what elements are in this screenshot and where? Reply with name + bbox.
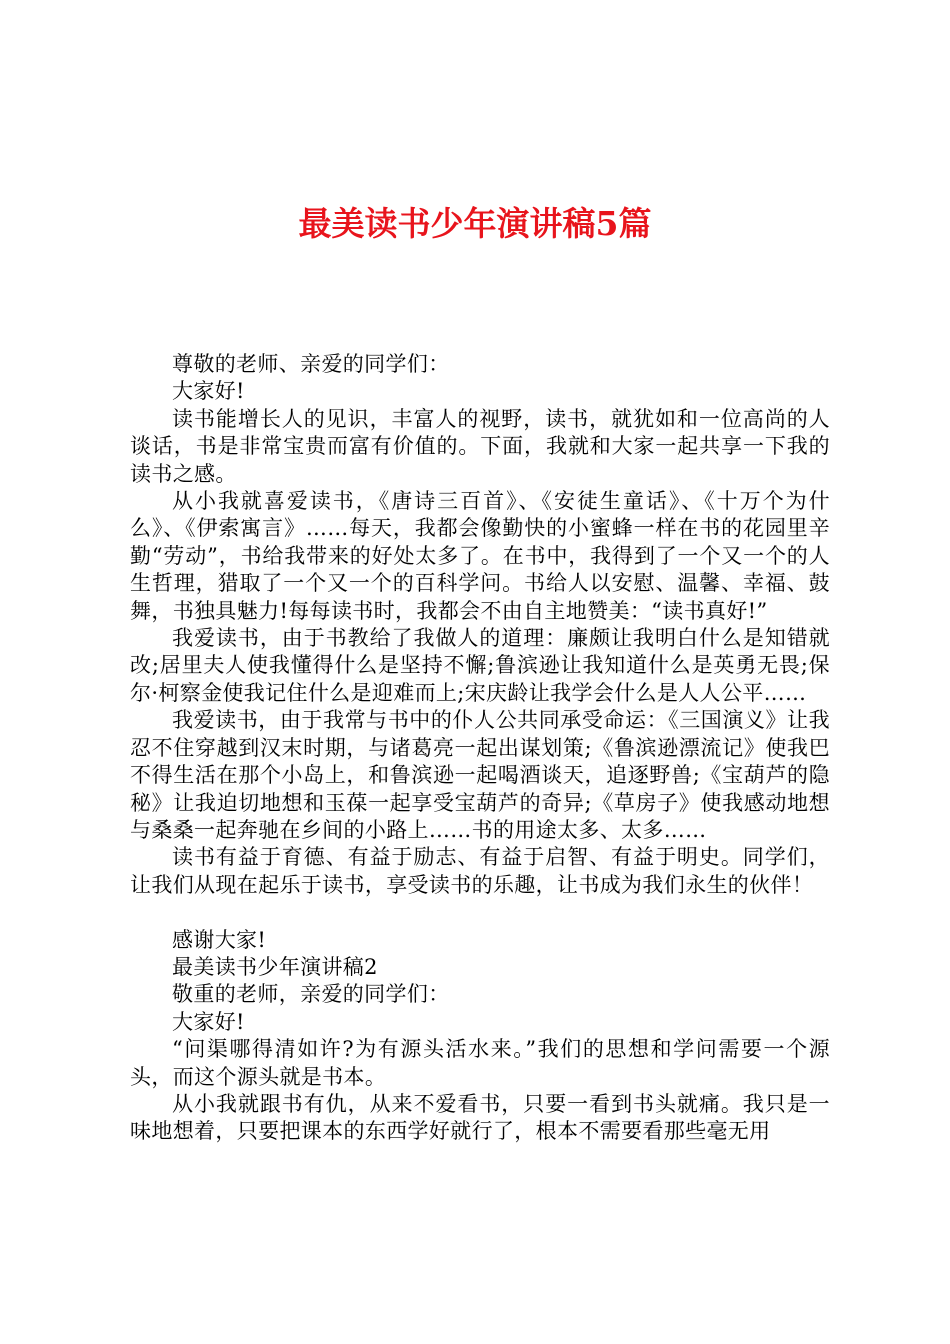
paragraph: 感谢大家! [172, 927, 267, 952]
paragraph: 从小我就喜爱读书，《唐诗三百首》、《安徒生童话》、《十万个为什么》、《伊索寓言》……每天，我都会像勤快的小蜜蜂一样在书的花园里辛勤“劳动”，书给我带来的好处太多了。在书中，我得到了一个又一个的人生哲理，猎取了一个又一个的百科学问。书给人以安慰、温馨、幸福、鼓舞，书独具魅力!每每读书时，我都会不由自主地赞美：“读书真好!” [130, 489, 830, 623]
paragraph: 从小我就跟书有仇，从来不爱看书，只要一看到书头就痛。我只是一味地想着，只要把课本的东西学好就行了，根本不需要看那些毫无用 [130, 1091, 830, 1144]
paragraph: 尊敬的老师、亲爱的同学们： [172, 352, 450, 376]
paragraph: 敬重的老师，亲爱的同学们： [172, 982, 450, 1007]
document-title: 最美读书少年演讲稿5篇 [298, 204, 652, 243]
paragraph: 我爱读书，由于书教给了我做人的道理：廉颇让我明白什么是知错就改;居里夫人使我懂得什么是坚持不懈;鲁滨逊让我知道什么是英勇无畏;保尔·柯察金使我记住什么是迎难而上;宋庆龄让我学会什么是人人公平…… [130, 626, 830, 705]
paragraph: 读书能增长人的见识，丰富人的视野，读书，就犹如和一位高尚的人谈话，书是非常宝贵而富有价值的。下面，我就和大家一起共享一下我的读书之感。 [130, 406, 830, 486]
paragraph: 大家好! [172, 379, 245, 404]
paragraph: 最美读书少年演讲稿2 [172, 954, 378, 979]
paragraph: 大家好! [172, 1009, 245, 1034]
document-body [130, 351, 830, 1146]
paragraph: 我爱读书，由于我常与书中的仆人公共同承受命运：《三国演义》让我忍不住穿越到汉末时期，与诸葛亮一起出谋划策;《鲁滨逊漂流记》使我巴不得生活在那个小岛上，和鲁滨逊一起喝酒谈天，追逐野兽;《宝葫芦的隐秘》让我迫切地想和玉葆一起享受宝葫芦的奇异;《草房子》使我感动地想与桑桑一起奔驰在乡间的小路上……书的用途太多、太多…… [130, 708, 830, 842]
paragraph: 读书有益于育德、有益于励志、有益于启智、有益于明史。同学们，让我们从现在起乐于读书，享受读书的乐趣，让书成为我们永生的伙伴！ [130, 845, 830, 897]
blank-line [130, 899, 830, 926]
paragraph: “问渠哪得清如许?为有源头活水来。”我们的思想和学问需要一个源头，而这个源头就是书本。 [130, 1037, 830, 1089]
